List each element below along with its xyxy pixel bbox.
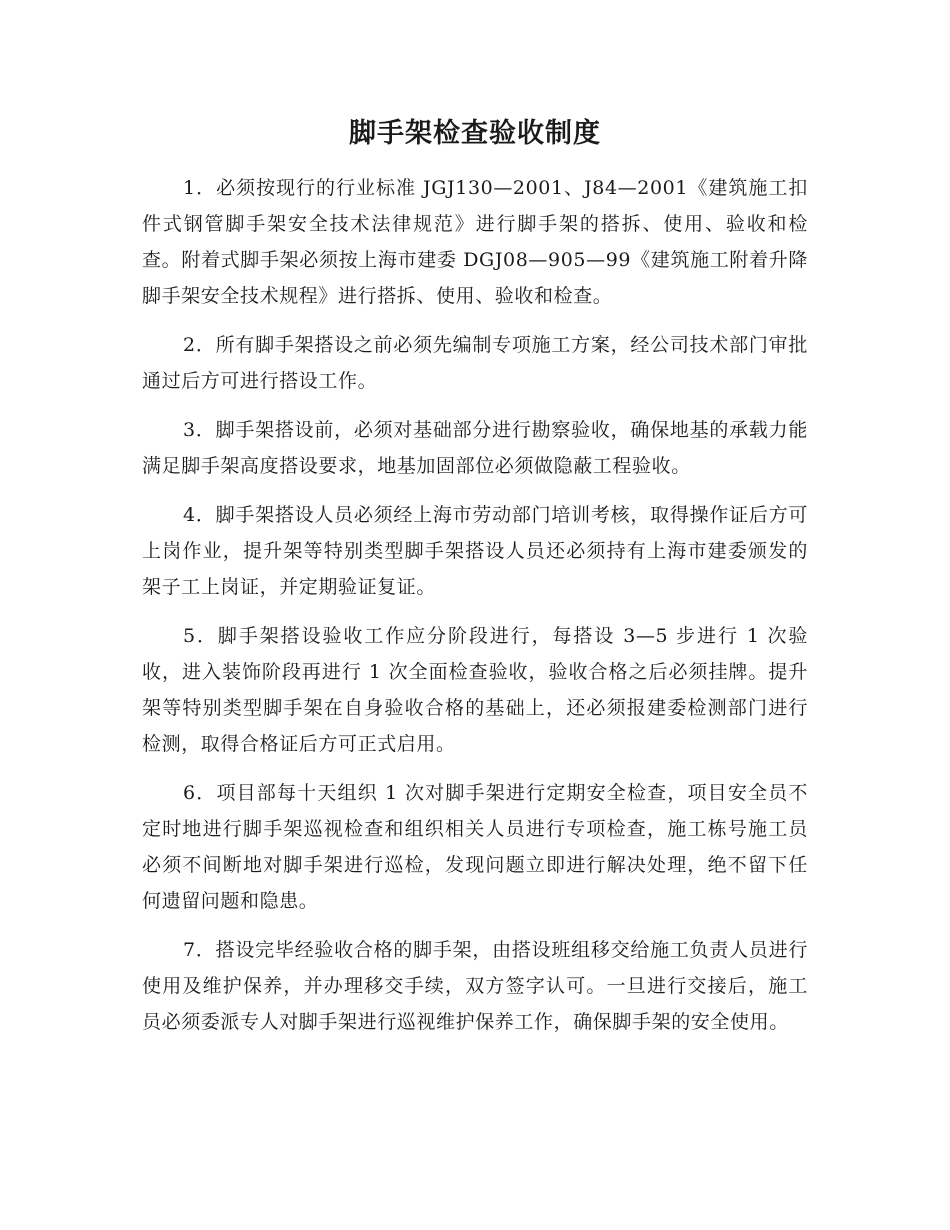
paragraph-7: 7．搭设完毕经验收合格的脚手架，由搭设班组移交给施工负责人员进行使用及维护保养，并办理移交手续，双方签字认可。一旦进行交接后，施工员必须委派专人对脚手架进行巡视维护保养工作，确保脚手架的安全使用。 xyxy=(142,939,808,1033)
paragraph-6: 6．项目部每十天组织 1 次对脚手架进行定期安全检查，项目安全员不定时地进行脚手架巡视检查和组织相关人员进行专项检查，施工栋号施工员必须不间断地对脚手架进行巡检，发现问题立即进行解决处理，绝不留下任何遗留问题和隐患。 xyxy=(142,782,808,912)
paragraph-1: 1．必须按现行的行业标准 JGJ130—2001、J84—2001《建筑施工扣件式钢管脚手架安全技术法律规范》进行脚手架的搭拆、使用、验收和检查。附着式脚手架必须按上海市建委 DGJ08—905—99《建筑施工附着升降脚手架安全技术规程》进行搭拆、使用、验收和检查。 xyxy=(142,177,808,307)
paragraph-2: 2．所有脚手架搭设之前必须先编制专项施工方案，经公司技术部门审批通过后方可进行搭设工作。 xyxy=(142,334,808,392)
paragraph-3: 3．脚手架搭设前，必须对基础部分进行勘察验收，确保地基的承载力能满足脚手架高度搭设要求，地基加固部位必须做隐蔽工程验收。 xyxy=(142,419,808,477)
paragraph-5: 5．脚手架搭设验收工作应分阶段进行，每搭设 3—5 步进行 1 次验收，进入装饰阶段再进行 1 次全面检查验收，验收合格之后必须挂牌。提升架等特别类型脚手架在自身验收合格的基础上，还必须报建委检测部门进行检测，取得合格证后方可正式启用。 xyxy=(142,625,808,755)
paragraph-4: 4．脚手架搭设人员必须经上海市劳动部门培训考核，取得操作证后方可上岗作业，提升架等特别类型脚手架搭设人员还必须持有上海市建委颁发的架子工上岗证，并定期验证复证。 xyxy=(142,504,808,598)
document-title: 脚手架检查验收制度 xyxy=(349,118,601,149)
document-page xyxy=(142,112,808,1053)
